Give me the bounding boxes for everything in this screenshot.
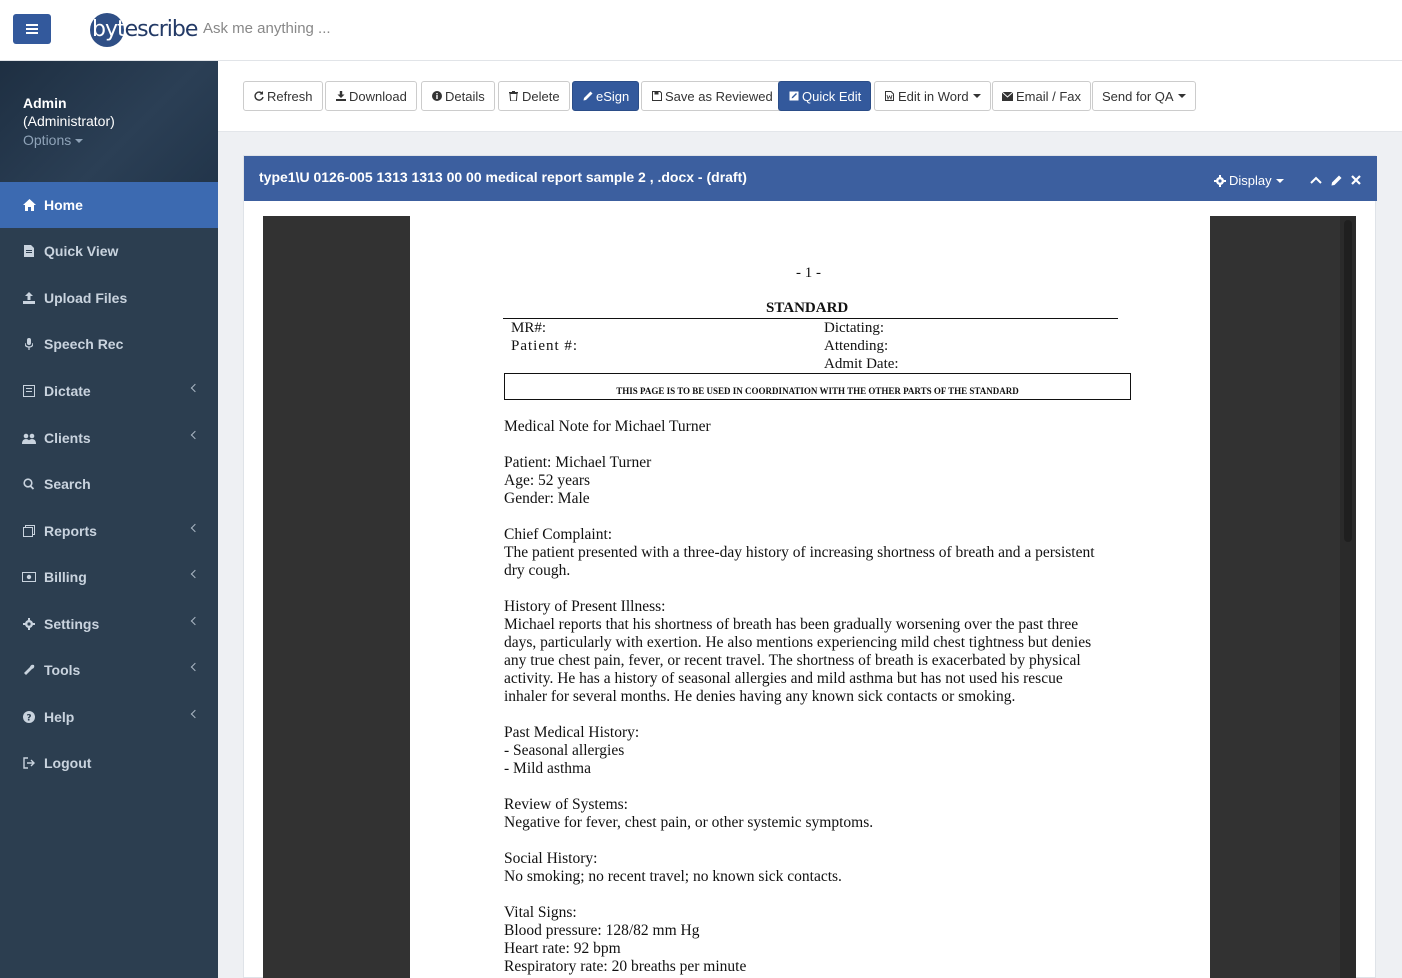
ask-input[interactable]: Ask me anything ...: [203, 20, 331, 37]
chevron-left-icon: [191, 524, 199, 532]
patient-number-label: Patient #:: [511, 338, 579, 354]
esign-label: eSign: [596, 88, 630, 104]
collapse-icon[interactable]: [1310, 174, 1322, 186]
document-line: activity. He has a history of seasonal allergies and mild asthma but has not used his rescue: [504, 670, 1063, 687]
send-for-qa-label: Send for QA: [1102, 88, 1174, 104]
sidebar-item-label: Search: [44, 476, 91, 492]
edit-in-word-label: Edit in Word: [898, 88, 969, 104]
dictating-label: Dictating:: [824, 320, 884, 336]
pencil-icon: [582, 91, 593, 102]
sidebar-item-search[interactable]: [0, 461, 218, 507]
sidebar-item-reports[interactable]: [0, 508, 218, 554]
sidebar-item-label: Quick View: [44, 243, 119, 259]
display-dropdown[interactable]: [1214, 173, 1284, 188]
document-line: The patient presented with a three-day history of increasing shortness of breath and a persistent: [504, 544, 1095, 561]
quick-edit-button[interactable]: [778, 81, 871, 111]
microphone-icon: [22, 337, 36, 351]
chevron-left-icon: [191, 663, 199, 671]
sidebar-item-logout[interactable]: [0, 740, 218, 786]
document-line: dry cough.: [504, 562, 571, 579]
sidebar: [0, 61, 218, 978]
upload-icon: [22, 291, 36, 305]
info-icon: [431, 91, 442, 102]
mr-label: MR#:: [511, 320, 547, 336]
document-line: Michael reports that his shortness of breath has been gradually worsening over the past three: [504, 616, 1079, 633]
document-line: inhaler for several months. He denies having any known sick contacts or smoking.: [504, 688, 1016, 705]
document-line: Medical Note for Michael Turner: [504, 418, 711, 435]
panel-header: [244, 156, 1377, 201]
sidebar-item-billing[interactable]: [0, 554, 218, 600]
download-button[interactable]: [325, 81, 417, 111]
refresh-icon: [253, 91, 264, 102]
sidebar-item-clients[interactable]: [0, 415, 218, 461]
users-icon: [22, 431, 36, 445]
sidebar-item-label: Dictate: [44, 383, 91, 399]
save-as-reviewed-label: Save as Reviewed: [665, 88, 773, 104]
pencil-icon[interactable]: [1330, 174, 1342, 186]
document-line: No smoking; no recent travel; no known sick contacts.: [504, 868, 842, 885]
document-line: History of Present Illness:: [504, 598, 666, 615]
close-icon[interactable]: [1350, 174, 1362, 186]
money-icon: [22, 570, 36, 584]
sidebar-item-upload-files[interactable]: [0, 275, 218, 321]
sidebar-item-label: Logout: [44, 755, 92, 771]
logo-text-b: escribe: [124, 17, 198, 42]
top-bar: [0, 0, 1402, 61]
sidebar-item-settings[interactable]: [0, 601, 218, 647]
sidebar-item-home[interactable]: [0, 182, 218, 228]
document-line: Age: 52 years: [504, 472, 591, 489]
delete-button[interactable]: [498, 81, 570, 111]
home-icon: [22, 198, 36, 212]
sidebar-item-label: Upload Files: [44, 290, 128, 306]
document-line: - Mild asthma: [504, 760, 591, 777]
document-line: Social History:: [504, 850, 598, 867]
document-line: Chief Complaint:: [504, 526, 613, 543]
admit-date-label: Admit Date:: [824, 356, 899, 372]
panel-tools: [1310, 174, 1362, 186]
heading-divider: [503, 318, 1118, 319]
user-role: (Administrator): [23, 113, 115, 129]
esign-button[interactable]: [572, 81, 639, 111]
caret-down-icon: [1178, 94, 1186, 98]
trash-icon: [508, 91, 519, 102]
coordination-note: THIS PAGE IS TO BE USED IN COORDINATION WITH THE OTHER PARTS OF THE STANDARD: [504, 373, 1131, 400]
caret-down-icon: [973, 94, 981, 98]
download-icon: [335, 91, 346, 102]
viewer-scrollbar-thumb[interactable]: [1344, 220, 1352, 542]
details-button[interactable]: [421, 81, 495, 111]
user-panel: [0, 61, 218, 182]
logo-text: [92, 17, 197, 42]
gear-icon: [1214, 175, 1226, 187]
email-fax-button[interactable]: [992, 81, 1091, 111]
sidebar-item-label: Clients: [44, 430, 91, 446]
document-line: Vital Signs:: [504, 904, 577, 921]
document-line: Review of Systems:: [504, 796, 628, 813]
document-line: Negative for fever, chest pain, or other systemic symptoms.: [504, 814, 874, 831]
attending-label: Attending:: [824, 338, 889, 354]
envelope-icon: [1002, 91, 1013, 102]
file-icon: [22, 244, 36, 258]
chevron-left-icon: [191, 384, 199, 392]
display-label: Display: [1229, 173, 1272, 188]
gear-icon: [22, 617, 36, 631]
document-line: Respiratory rate: 20 breaths per minute: [504, 958, 747, 975]
sidebar-item-label: Tools: [44, 662, 81, 678]
search-icon: [22, 477, 36, 491]
document-line: days, particularly with exertion. He also mentions experiencing mild chest tightness but denies: [504, 634, 1092, 651]
chevron-left-icon: [191, 617, 199, 625]
document-line: Heart rate: 92 bpm: [504, 940, 621, 957]
caret-down-icon: [1276, 179, 1284, 183]
chevron-left-icon: [191, 710, 199, 718]
caret-down-icon: [75, 139, 83, 143]
user-options-dropdown[interactable]: [23, 132, 83, 148]
refresh-label: Refresh: [267, 88, 313, 104]
sidebar-item-label: Billing: [44, 569, 87, 585]
logout-icon: [22, 756, 36, 770]
sidebar-item-tools[interactable]: [0, 647, 218, 693]
document-line: - Seasonal allergies: [504, 742, 625, 759]
reports-icon: [22, 524, 36, 538]
page-number: - 1 -: [796, 265, 821, 281]
sidebar-item-label: Home: [44, 197, 83, 213]
sidebar-item-speech-rec[interactable]: [0, 321, 218, 367]
logo[interactable]: [90, 11, 198, 49]
document-line: Patient: Michael Turner: [504, 454, 652, 471]
menu-toggle-button[interactable]: [13, 14, 51, 44]
edit-icon: [788, 91, 799, 102]
sidebar-item-dictate[interactable]: [0, 368, 218, 414]
sidebar-item-label: Speech Rec: [44, 336, 124, 352]
logo-text-a: byt: [92, 17, 125, 42]
sidebar-item-label: Help: [44, 709, 75, 725]
send-for-qa-button[interactable]: [1092, 81, 1196, 111]
document-line: Gender: Male: [504, 490, 590, 507]
sidebar-item-quick-view[interactable]: [0, 228, 218, 274]
download-label: Download: [349, 88, 407, 104]
email-fax-label: Email / Fax: [1016, 88, 1082, 104]
sidebar-item-help[interactable]: [0, 694, 218, 740]
word-file-icon: [884, 91, 895, 102]
document-line: Past Medical History:: [504, 724, 640, 741]
document-line: Blood pressure: 128/82 mm Hg: [504, 922, 700, 939]
save-icon: [651, 91, 662, 102]
standard-heading: STANDARD: [766, 300, 849, 316]
refresh-button[interactable]: [243, 81, 323, 111]
user-options-label: Options: [23, 132, 72, 148]
wrench-icon: [22, 663, 36, 677]
edit-in-word-button[interactable]: [874, 81, 991, 111]
document-line: any true chest pain, fever, or recent travel. The shortness of breath is exacerbated by physical: [504, 652, 1081, 669]
document-page: [410, 216, 1210, 978]
quick-edit-label: Quick Edit: [802, 88, 862, 104]
details-label: Details: [445, 88, 485, 104]
chevron-left-icon: [191, 431, 199, 439]
chevron-left-icon: [191, 570, 199, 578]
hamburger-icon: [26, 24, 38, 34]
save-as-reviewed-button[interactable]: [641, 81, 783, 111]
dictate-icon: [22, 384, 36, 398]
svg-text:?: ?: [26, 713, 32, 723]
sidebar-item-label: Settings: [44, 616, 100, 632]
toolbar: [218, 61, 1402, 132]
user-name: Admin: [23, 95, 67, 111]
delete-label: Delete: [522, 88, 560, 104]
help-icon: [22, 710, 36, 724]
sidebar-item-label: Reports: [44, 523, 97, 539]
panel-title: type1\U 0126-005 1313 1313 00 00 medical report sample 2 , .docx - (draft): [259, 169, 747, 185]
